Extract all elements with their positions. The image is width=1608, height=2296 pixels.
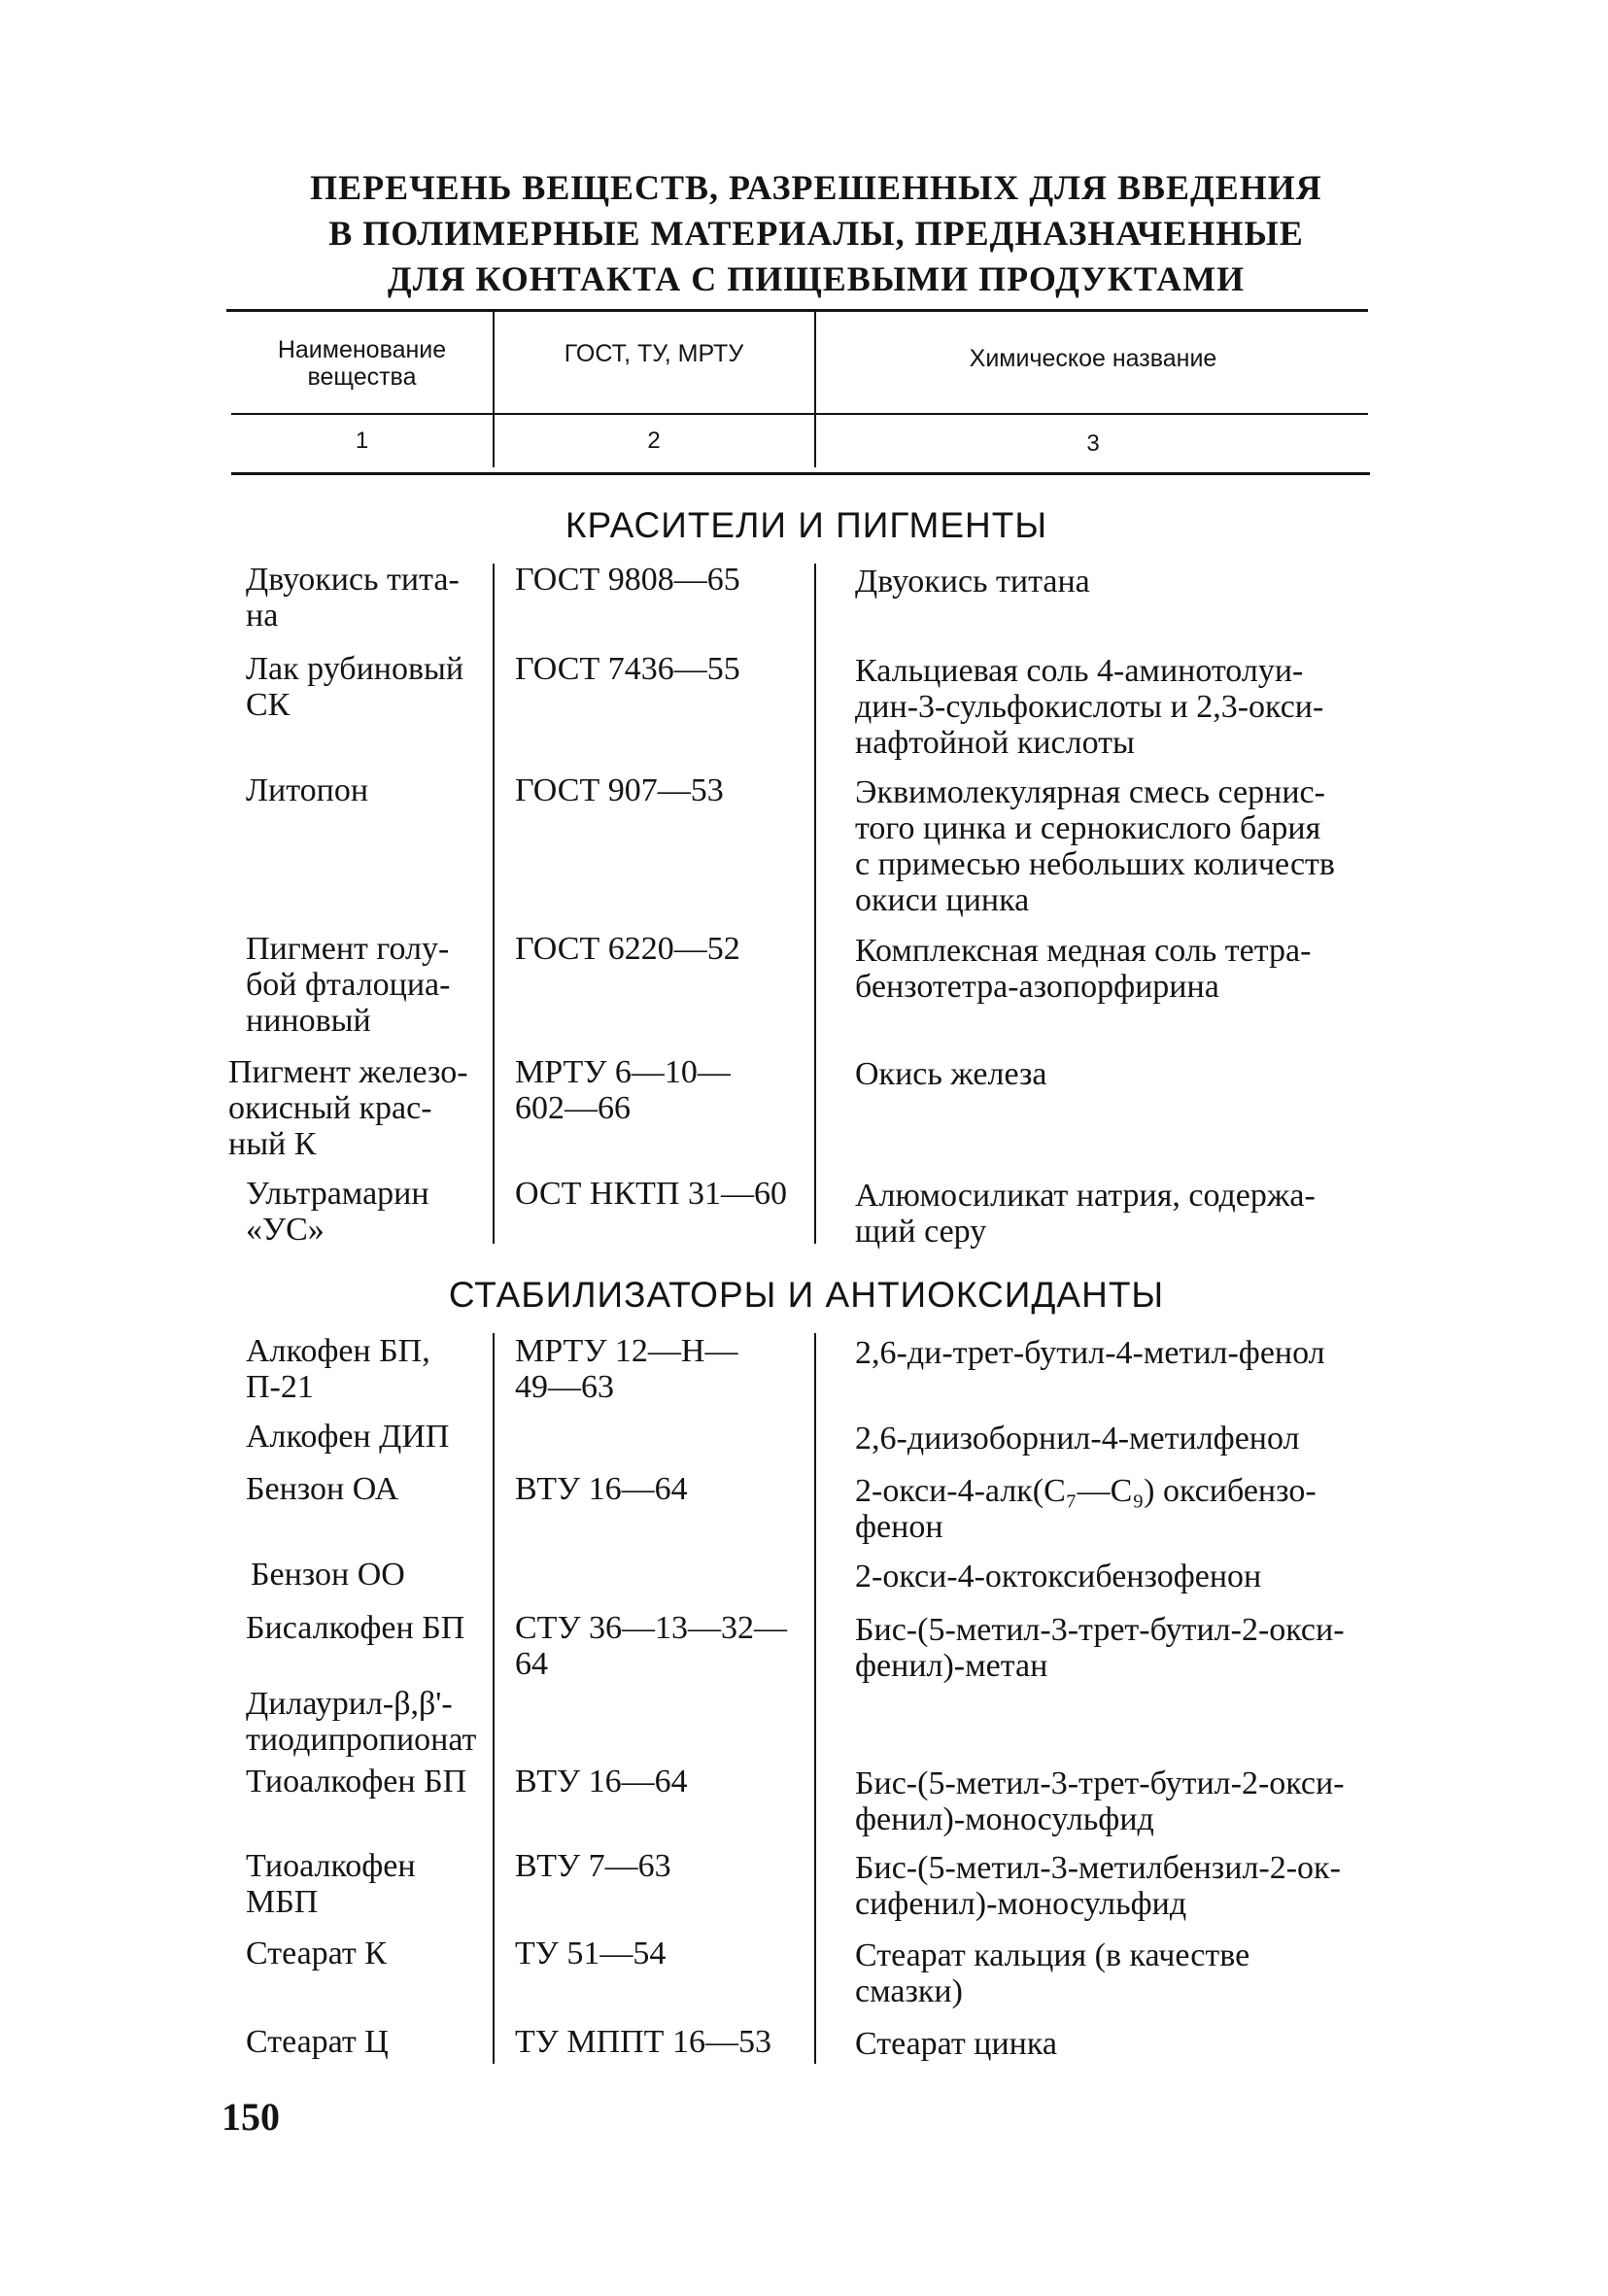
cell-chemical: 2,6-ди-трет-бутил-4-метил-фенол (855, 1335, 1325, 1371)
cell-chemical: Стеарат кальция (в качестве смазки) (855, 1937, 1250, 2009)
column-number-1: 1 (355, 428, 369, 454)
header-col-chemical: Химическое название (969, 345, 1217, 372)
body-divider-2-section1 (814, 564, 816, 1244)
cell-standard: ТУ 51—54 (515, 1936, 667, 1971)
cell-standard: ОСТ НКТП 31—60 (515, 1176, 787, 1212)
section-title-stabilizers: СТАБИЛИЗАТОРЫ И АНТИОКСИДАНТЫ (448, 1275, 1165, 1315)
column-number-3: 3 (1086, 430, 1100, 457)
section-title-dyes: КРАСИТЕЛИ И ПИГМЕНТЫ (565, 505, 1048, 545)
cell-standard: ГОСТ 9808—65 (515, 562, 740, 598)
cell-chemical: Окись железа (855, 1056, 1047, 1092)
cell-chemical: Бис-(5-метил-3-трет-бутил-2-окси- фенил)-моносульфид (855, 1765, 1345, 1837)
cell-name: Тиоалкофен МБП (246, 1848, 416, 1920)
cell-standard: СТУ 36—13—32— 64 (515, 1610, 788, 1682)
numbers-bottom-rule (231, 472, 1370, 475)
cell-standard: ГОСТ 907—53 (515, 772, 724, 808)
cell-name: Бисалкофен БП (246, 1610, 465, 1646)
cell-name: Бензон ОО (251, 1557, 405, 1593)
cell-chemical: Бис-(5-метил-3-трет-бутил-2-окси- фенил)-метан (855, 1612, 1345, 1684)
cell-chemical: Двуокись титана (855, 564, 1090, 600)
title-line: ПЕРЕЧЕНЬ ВЕЩЕСТВ, РАЗРЕШЕННЫХ ДЛЯ ВВЕДЕНИЯ (310, 168, 1322, 207)
cell-name: Алкофен БП, П-21 (246, 1333, 430, 1405)
header-bottom-rule (231, 413, 1368, 415)
cell-standard: ГОСТ 7436—55 (515, 651, 740, 687)
title-line: ДЛЯ КОНТАКТА С ПИЩЕВЫМИ ПРОДУКТАМИ (387, 259, 1246, 298)
cell-chemical: Эквимолекулярная смесь сернис- того цинка и сернокислого бария с примесью небольших количеств окиси цинка (855, 774, 1335, 918)
cell-name: Тиоалкофен БП (246, 1764, 467, 1799)
cell-name: Пигмент железо- окисный крас- ный К (228, 1054, 468, 1162)
cell-name: Лак рубиновый СК (246, 651, 464, 723)
cell-name: Стеарат Ц (246, 2024, 389, 2060)
cell-chemical: Алюмосиликат натрия, содержа- щий серу (855, 1178, 1316, 1250)
cell-chemical: Стеарат цинка (855, 2026, 1057, 2062)
document-title (194, 165, 1438, 302)
cell-standard: ВТУ 16—64 (515, 1471, 688, 1507)
cell-standard: ГОСТ 6220—52 (515, 931, 740, 967)
cell-chemical: Комплексная медная соль тетра- бензотетра-азопорфирина (855, 933, 1312, 1005)
cell-name: Бензон ОА (246, 1471, 399, 1507)
column-number-2: 2 (647, 428, 661, 454)
header-col-name: Наименование вещества (277, 336, 447, 391)
cell-chemical: Кальциевая соль 4-аминотолуи- дин-3-сульфокислоты и 2,3-окси- нафтойной кислоты (855, 653, 1324, 761)
cell-name: Двуокись тита- на (246, 562, 460, 634)
cell-chemical: 2-окси-4-октоксибензофенон (855, 1559, 1262, 1594)
cell-name: Дилаурил-β,β'- тиодипропионат (246, 1686, 477, 1758)
cell-standard: ТУ МППТ 16—53 (515, 2024, 771, 2060)
title-line: В ПОЛИМЕРНЫЕ МАТЕРИАЛЫ, ПРЕДНАЗНАЧЕННЫЕ (328, 214, 1304, 253)
cell-name: Пигмент голу- бой фталоциа- ниновый (246, 931, 451, 1039)
cell-name: Стеарат К (246, 1936, 387, 1971)
header-divider-1 (493, 312, 495, 467)
cell-name: Ультрамарин «УС» (246, 1176, 429, 1248)
cell-name: Алкофен ДИП (246, 1419, 450, 1455)
cell-standard: ВТУ 7—63 (515, 1848, 671, 1884)
cell-chemical: 2-окси-4-алк(C₇—C₉) оксибензо- фенон (855, 1473, 1317, 1545)
cell-chemical: Бис-(5-метил-3-метилбензил-2-ок- сифенил)-моносульфид (855, 1850, 1341, 1922)
body-divider-2-section2 (814, 1333, 816, 2064)
cell-standard: ВТУ 16—64 (515, 1764, 688, 1799)
header-col-standard: ГОСТ, ТУ, МРТУ (564, 340, 744, 367)
page-number: 150 (222, 2095, 280, 2139)
cell-standard: МРТУ 12—Н— 49—63 (515, 1333, 738, 1405)
cell-chemical: 2,6-диизоборнил-4-метилфенол (855, 1421, 1300, 1456)
table-top-rule (226, 309, 1368, 312)
cell-standard: МРТУ 6—10— 602—66 (515, 1054, 731, 1126)
cell-name: Литопон (246, 772, 369, 808)
